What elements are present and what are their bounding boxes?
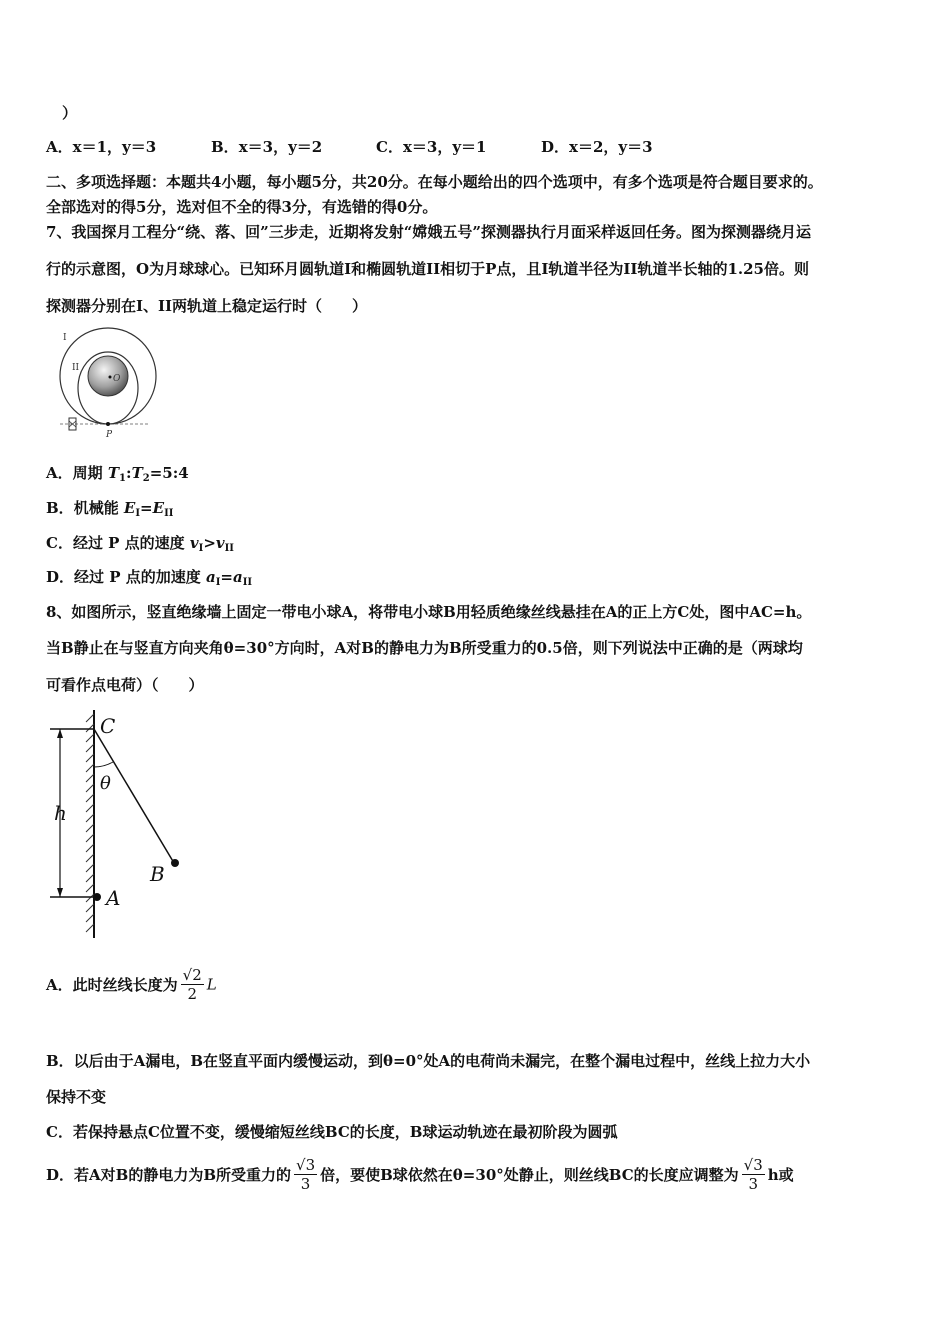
- q6-option-c-text: x＝3，y＝1: [402, 138, 487, 156]
- label-h: h: [54, 801, 67, 825]
- q8-line1: 8、如图所示，竖直绝缘墙上固定一带电小球A，将带电小球B用轻质绝缘丝线悬挂在A的正上方C处，图中AC=h。: [46, 603, 812, 621]
- q7-option-d-pre: 经过 P 点的加速度: [74, 568, 206, 586]
- q6-option-d-label: D．: [541, 138, 570, 156]
- q7-option-c-label: C．: [46, 534, 73, 552]
- q7-option-a-var1: T: [107, 464, 120, 482]
- angle-arc: [94, 762, 113, 767]
- q7-option-a-sub2: 2: [142, 473, 150, 484]
- q7-option-b-pre: 机械能: [73, 499, 124, 517]
- q8-option-a-text: 此时丝线长度为: [72, 976, 178, 994]
- fraction-denominator: 3: [748, 1175, 758, 1193]
- q7-option-d-sub2: II: [242, 577, 253, 588]
- q8-option-d-text3: h或: [767, 1166, 794, 1184]
- orbit-ii-label: II: [72, 363, 80, 373]
- q7-option-d-var2: a: [232, 568, 243, 586]
- q7-option-b-sub1: I: [135, 508, 141, 519]
- fraction-sqrt3-over-3-a: [294, 1156, 317, 1193]
- q7-option-a-post: =5:4: [149, 464, 189, 482]
- arrow-down-icon: [57, 888, 63, 897]
- q7-option-a: [46, 462, 189, 484]
- q7-option-b-var2: E: [152, 499, 165, 517]
- moon-center-dot: [109, 376, 112, 379]
- q7-option-b-op: =: [140, 499, 153, 517]
- center-o-label: O: [113, 374, 121, 384]
- ball-a: [93, 893, 101, 901]
- q8-line3: 可看作点电荷）（ ）: [46, 676, 204, 694]
- q6-option-b-label: B．: [211, 138, 239, 156]
- q6-option-d-text: x＝2，y＝3: [569, 138, 653, 156]
- q7-option-a-op: :: [126, 464, 132, 482]
- q8-option-a: [46, 966, 217, 1003]
- q7-line3: 探测器分别在I、II两轨道上稳定运行时（ ）: [46, 297, 368, 315]
- q7-option-d-var1: a: [205, 568, 216, 586]
- q8-line2: 当B静止在与竖直方向夹角θ=30°方向时，A对B的静电力为B所受重力的0.5倍，则下列说法中正确的是（两球均: [46, 639, 803, 657]
- q6-option-d: [541, 136, 653, 157]
- q8-option-d-text2: 倍，要使B球依然在θ=30°处静止，则丝线BC的长度应调整为: [320, 1166, 739, 1184]
- q7-option-c-sub1: I: [198, 543, 204, 554]
- q6-option-a-label: A．: [46, 138, 73, 156]
- q6-option-c-label: C．: [376, 138, 403, 156]
- q8-option-b-line2: 保持不变: [46, 1088, 107, 1106]
- q8-option-a-label: A．: [46, 976, 73, 994]
- q8-option-a-tail: L: [206, 975, 217, 994]
- q7-option-c: [46, 532, 234, 554]
- string-bc: [94, 729, 174, 863]
- label-c: C: [100, 714, 116, 738]
- q7-option-a-label: A．: [46, 464, 73, 482]
- q7-option-a-sub1: 1: [119, 473, 127, 484]
- q7-line2: 行的示意图，O为月球球心。已知环月圆轨道I和椭圆轨道II相切于P点，且I轨道半径为II轨道半长轴的1.25倍。则: [46, 260, 809, 278]
- moon: [88, 356, 128, 396]
- q6-option-b: [211, 136, 376, 157]
- arrow-up-icon: [57, 729, 63, 738]
- q7-option-b: [46, 497, 173, 519]
- q7-line1: 7、我国探月工程分“绕、落、回”三步走，近期将发射“嫦娥五号”探测器执行月面采样返回任务。图为探测器绕月运: [46, 223, 811, 241]
- fraction-denominator: 3: [300, 1175, 311, 1193]
- q7-option-c-var1: v: [189, 534, 199, 552]
- fraction-numerator: √2: [182, 966, 202, 984]
- q7-option-d: [46, 566, 252, 588]
- ball-b: [171, 859, 179, 867]
- fraction-denominator: 2: [187, 985, 197, 1003]
- point-p-dot: [106, 422, 110, 426]
- orbit-i-label: I: [63, 333, 67, 343]
- q7-option-c-sub2: II: [224, 543, 234, 554]
- q7-option-c-var2: v: [215, 534, 225, 552]
- wall-hatching: [86, 714, 94, 932]
- q8-option-d: [46, 1156, 794, 1193]
- q7-option-d-label: D．: [46, 568, 75, 586]
- label-a: A: [106, 886, 121, 910]
- question-paren: ）: [62, 104, 78, 122]
- fraction-sqrt3-over-3-b: [742, 1156, 765, 1193]
- section2-line1: 二、多项选择题：本题共4小题，每小题5分，共20分。在每小题给出的四个选项中，有多个选项是符合题目要求的。: [46, 173, 823, 191]
- label-b: B: [150, 862, 165, 886]
- q6-option-c: [376, 136, 541, 157]
- q7-option-c-pre: 经过 P 点的速度: [72, 534, 190, 552]
- fraction-numerator: √3: [743, 1156, 763, 1174]
- q6-option-a: [46, 136, 211, 157]
- fraction-sqrt2-over-2: [181, 966, 204, 1003]
- q7-option-d-op: =: [220, 568, 233, 586]
- q6-option-b-text: x＝3，y＝2: [238, 138, 323, 156]
- section2-line2: 全部选对的得5分，选对但不全的得3分，有选错的得0分。: [46, 198, 438, 216]
- q7-option-b-label: B．: [46, 499, 74, 517]
- q8-option-d-label: D．: [46, 1166, 75, 1184]
- label-theta: θ: [100, 773, 111, 794]
- q7-option-b-var1: E: [123, 499, 136, 517]
- q7-option-a-var2: T: [131, 464, 143, 482]
- orbit-figure: [52, 322, 162, 440]
- q7-option-c-op: >: [203, 534, 216, 552]
- q8-option-d-text1: 若A对B的静电力为B所受重力的: [74, 1166, 292, 1184]
- q7-option-a-pre: 周期: [72, 464, 108, 482]
- pendulum-figure: [40, 706, 200, 946]
- q6-options: [46, 136, 653, 157]
- fraction-numerator: √3: [296, 1156, 316, 1174]
- q7-option-d-sub1: I: [215, 577, 221, 588]
- q8-option-b-line1: B．以后由于A漏电，B在竖直平面内缓慢运动，到θ=0°处A的电荷尚未漏完，在整个漏电过程中，丝线上拉力大小: [46, 1052, 811, 1070]
- point-p-label: P: [106, 430, 113, 440]
- q6-option-a-text: x＝1，y＝3: [72, 138, 157, 156]
- q8-option-c: C．若保持悬点C位置不变，缓慢缩短丝线BC的长度，B球运动轨迹在最初阶段为圆弧: [46, 1123, 618, 1141]
- q7-option-b-sub2: II: [164, 508, 174, 519]
